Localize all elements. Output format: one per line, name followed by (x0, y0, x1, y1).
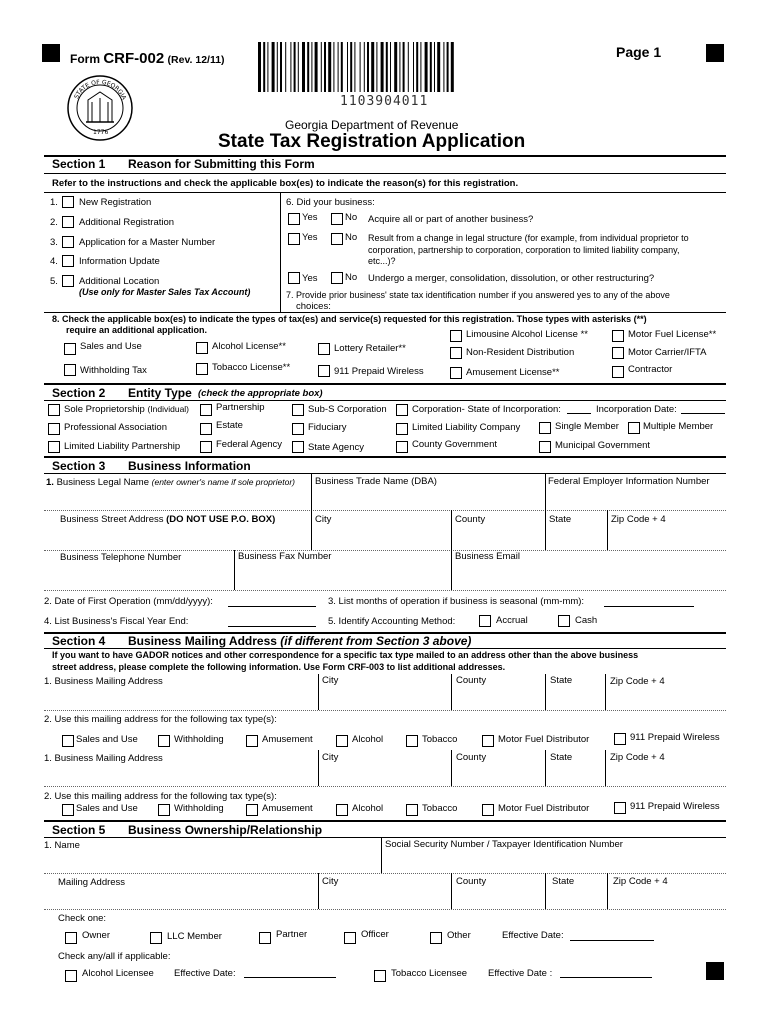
barcode-bar (321, 42, 322, 92)
barcode-bar (413, 42, 414, 92)
checkbox-sole-proprietorship[interactable] (48, 404, 60, 416)
checkbox-county-government[interactable] (396, 441, 408, 453)
barcode (256, 42, 456, 94)
barcode-bar (354, 42, 355, 92)
barcode-bar (394, 42, 397, 92)
checkbox-officer[interactable] (344, 932, 356, 944)
checkbox-mail2-tobacco[interactable] (406, 804, 418, 816)
checkbox-partner[interactable] (259, 932, 271, 944)
barcode-bar (381, 42, 384, 92)
barcode-bar (324, 42, 326, 92)
checkbox-information-update[interactable] (62, 255, 74, 267)
checkbox-state-agency[interactable] (292, 441, 304, 453)
checkbox-mail2-sales[interactable] (62, 804, 74, 816)
checkbox-multiple-member[interactable] (628, 422, 640, 434)
barcode-bar (390, 42, 391, 92)
reason-additional-registration: Additional Registration (79, 217, 175, 228)
checkbox-municipal-government[interactable] (539, 441, 551, 453)
barcode-bar (285, 42, 286, 92)
checkbox-911-prepaid[interactable] (318, 365, 330, 377)
owner-name: 1. Name (44, 840, 80, 851)
seasonal-months: 3. List months of operation if business is seasonal (mm-mm): (328, 596, 585, 607)
question-6: 6. Did your business: (286, 197, 375, 208)
barcode-bar (338, 42, 339, 92)
checkbox-alcohol-licensee[interactable] (65, 970, 77, 982)
section3-title: Business Information (128, 459, 251, 473)
svg-text:1776: 1776 (93, 129, 109, 136)
barcode-bar (272, 42, 275, 92)
checkbox-mail1-sales[interactable] (62, 735, 74, 747)
barcode-bar (403, 42, 405, 92)
checkbox-mail1-motor-fuel[interactable] (482, 735, 494, 747)
page-number: Page 1 (616, 44, 662, 60)
reason-master-number: Application for a Master Number (79, 237, 216, 248)
barcode-bar (416, 42, 418, 92)
checkbox-corporation[interactable] (396, 404, 408, 416)
barcode-number: 1103904011 (340, 94, 429, 109)
barcode-bar (376, 42, 377, 92)
georgia-state-seal-icon (66, 74, 134, 142)
checkbox-sales-and-use[interactable] (64, 343, 76, 355)
barcode-bar (367, 42, 369, 92)
checkbox-limousine[interactable] (450, 330, 462, 342)
checkbox-contractor[interactable] (612, 366, 624, 378)
reason-information-update: Information Update (79, 256, 160, 267)
checkbox-mail2-911[interactable] (614, 802, 626, 814)
barcode-bar (333, 42, 334, 92)
mailing-address-1: 1. Business Mailing Address (44, 676, 163, 687)
registration-mark (42, 44, 60, 62)
checkbox-mail1-amusement[interactable] (246, 735, 258, 747)
barcode-bar (347, 42, 348, 92)
barcode-bar (263, 42, 265, 92)
checkbox-new-registration[interactable] (62, 196, 74, 208)
barcode-bar (294, 42, 296, 92)
checkbox-federal-agency[interactable] (200, 441, 212, 453)
form-title: State Tax Registration Application (218, 131, 526, 152)
barcode-bar (434, 42, 435, 92)
checkbox-amusement-license[interactable] (450, 367, 462, 379)
barcode-bar (350, 42, 352, 92)
barcode-bar (298, 42, 299, 92)
checkbox-cash[interactable] (558, 615, 570, 627)
checkbox-llc[interactable] (396, 423, 408, 435)
barcode-bar (437, 42, 440, 92)
section5-title: Business Ownership/Relationship (128, 823, 323, 837)
form-number: Form CRF-002 (Rev. 12/11) (70, 50, 225, 67)
checkbox-motor-fuel-license[interactable] (612, 330, 624, 342)
checkbox-lottery-retailer[interactable] (318, 343, 330, 355)
checkbox-6b-no[interactable] (331, 233, 343, 245)
checkbox-tobacco-licensee[interactable] (374, 970, 386, 982)
checkbox-subs-corporation[interactable] (292, 404, 304, 416)
barcode-bar (425, 42, 428, 92)
barcode-bar (290, 42, 291, 92)
barcode-bar (371, 42, 374, 92)
checkbox-owner[interactable] (65, 932, 77, 944)
checkbox-mail2-alcohol[interactable] (336, 804, 348, 816)
section4-title: Business Mailing Address (if different from Section 3 above) (128, 634, 472, 648)
barcode-bar (451, 42, 454, 92)
registration-mark (706, 44, 724, 62)
ssn-label: Social Security Number / Taxpayer Identification Number (385, 839, 623, 850)
checkbox-6a-no[interactable] (331, 213, 343, 225)
checkbox-mail1-tobacco[interactable] (406, 735, 418, 747)
reason-new-registration: New Registration (79, 197, 152, 208)
barcode-bar (360, 42, 361, 92)
checkbox-6a-yes[interactable] (288, 213, 300, 225)
location-note: (Use only for Master Sales Tax Account) (79, 287, 251, 297)
barcode-bar (302, 42, 305, 92)
barcode-bar (277, 42, 278, 92)
checkbox-mail1-alcohol[interactable] (336, 735, 348, 747)
barcode-bar (280, 42, 282, 92)
barcode-bar (399, 42, 400, 92)
question-6c: Undergo a merger, consolidation, dissolution, or other restructuring? (368, 273, 655, 284)
checkbox-6b-yes[interactable] (288, 233, 300, 245)
svg-text:STATE OF GEORGIA: STATE OF GEORGIA (73, 78, 128, 102)
barcode-bar (364, 42, 365, 92)
checkbox-alcohol-license[interactable] (196, 342, 208, 354)
checkbox-mail1-withholding[interactable] (158, 735, 170, 747)
checkbox-professional-association[interactable] (48, 423, 60, 435)
barcode-bar (443, 42, 444, 92)
checkbox-withholding[interactable] (64, 364, 76, 376)
section1-label: Section 1 (52, 157, 106, 171)
registration-mark (706, 962, 724, 980)
fiscal-year-end: 4. List Business's Fiscal Year End: (44, 616, 189, 627)
question-7: 7. Provide prior business' state tax identification number if you answered yes to any of the above (286, 290, 670, 300)
checkbox-additional-registration[interactable] (62, 216, 74, 228)
barcode-bar (328, 42, 331, 92)
barcode-bar (430, 42, 432, 92)
reason-additional-location: Additional Location (79, 276, 160, 287)
barcode-bar (267, 42, 268, 92)
checkbox-llp[interactable] (48, 441, 60, 453)
checkbox-additional-location[interactable] (62, 275, 74, 287)
barcode-bar (408, 42, 409, 92)
checkbox-single-member[interactable] (539, 422, 551, 434)
checkbox-non-resident[interactable] (450, 347, 462, 359)
checkbox-estate[interactable] (200, 423, 212, 435)
question-6b: Result from a change in legal structure (for example, from individual proprietor to (368, 233, 689, 243)
checkbox-accrual[interactable] (479, 615, 491, 627)
section1-instructions: Refer to the instructions and check the applicable box(es) to indicate the reason(s) for this registration. (52, 178, 519, 189)
agency-name: Georgia Department of Revenue (285, 118, 459, 132)
checkbox-mail1-911[interactable] (614, 733, 626, 745)
barcode-bar (341, 42, 343, 92)
checkbox-tobacco-license[interactable] (196, 363, 208, 375)
barcode-bar (386, 42, 388, 92)
checkbox-6c-yes[interactable] (288, 272, 300, 284)
barcode-bar (311, 42, 312, 92)
barcode-bar (315, 42, 318, 92)
checkbox-6c-no[interactable] (331, 272, 343, 284)
checkbox-motor-carrier[interactable] (612, 347, 624, 359)
date-first-operation: 2. Date of First Operation (mm/dd/yyyy): (44, 596, 213, 607)
barcode-bar (307, 42, 309, 92)
checkbox-mail2-motor-fuel[interactable] (482, 804, 494, 816)
checkbox-master-number[interactable] (62, 236, 74, 248)
checkbox-mail2-amusement[interactable] (246, 804, 258, 816)
checkbox-fiduciary[interactable] (292, 423, 304, 435)
checkbox-llc-member[interactable] (150, 932, 162, 944)
barcode-bar (420, 42, 421, 92)
accounting-method: 5. Identify Accounting Method: (328, 616, 456, 627)
section1-title: Reason for Submitting this Form (128, 157, 315, 171)
barcode-bar (258, 42, 261, 92)
checkbox-partnership[interactable] (200, 404, 212, 416)
question-6a: Acquire all or part of another business? (368, 214, 534, 225)
section2-title: Entity Type (128, 386, 192, 400)
checkbox-other[interactable] (430, 932, 442, 944)
mailing-address-2: 1. Business Mailing Address (44, 753, 163, 764)
checkbox-mail2-withholding[interactable] (158, 804, 170, 816)
question-8: 8. Check the applicable box(es) to indicate the types of tax(es) and service(s) requested for this registration. Those types with asterisks (**) (52, 314, 647, 324)
barcode-bar (447, 42, 449, 92)
